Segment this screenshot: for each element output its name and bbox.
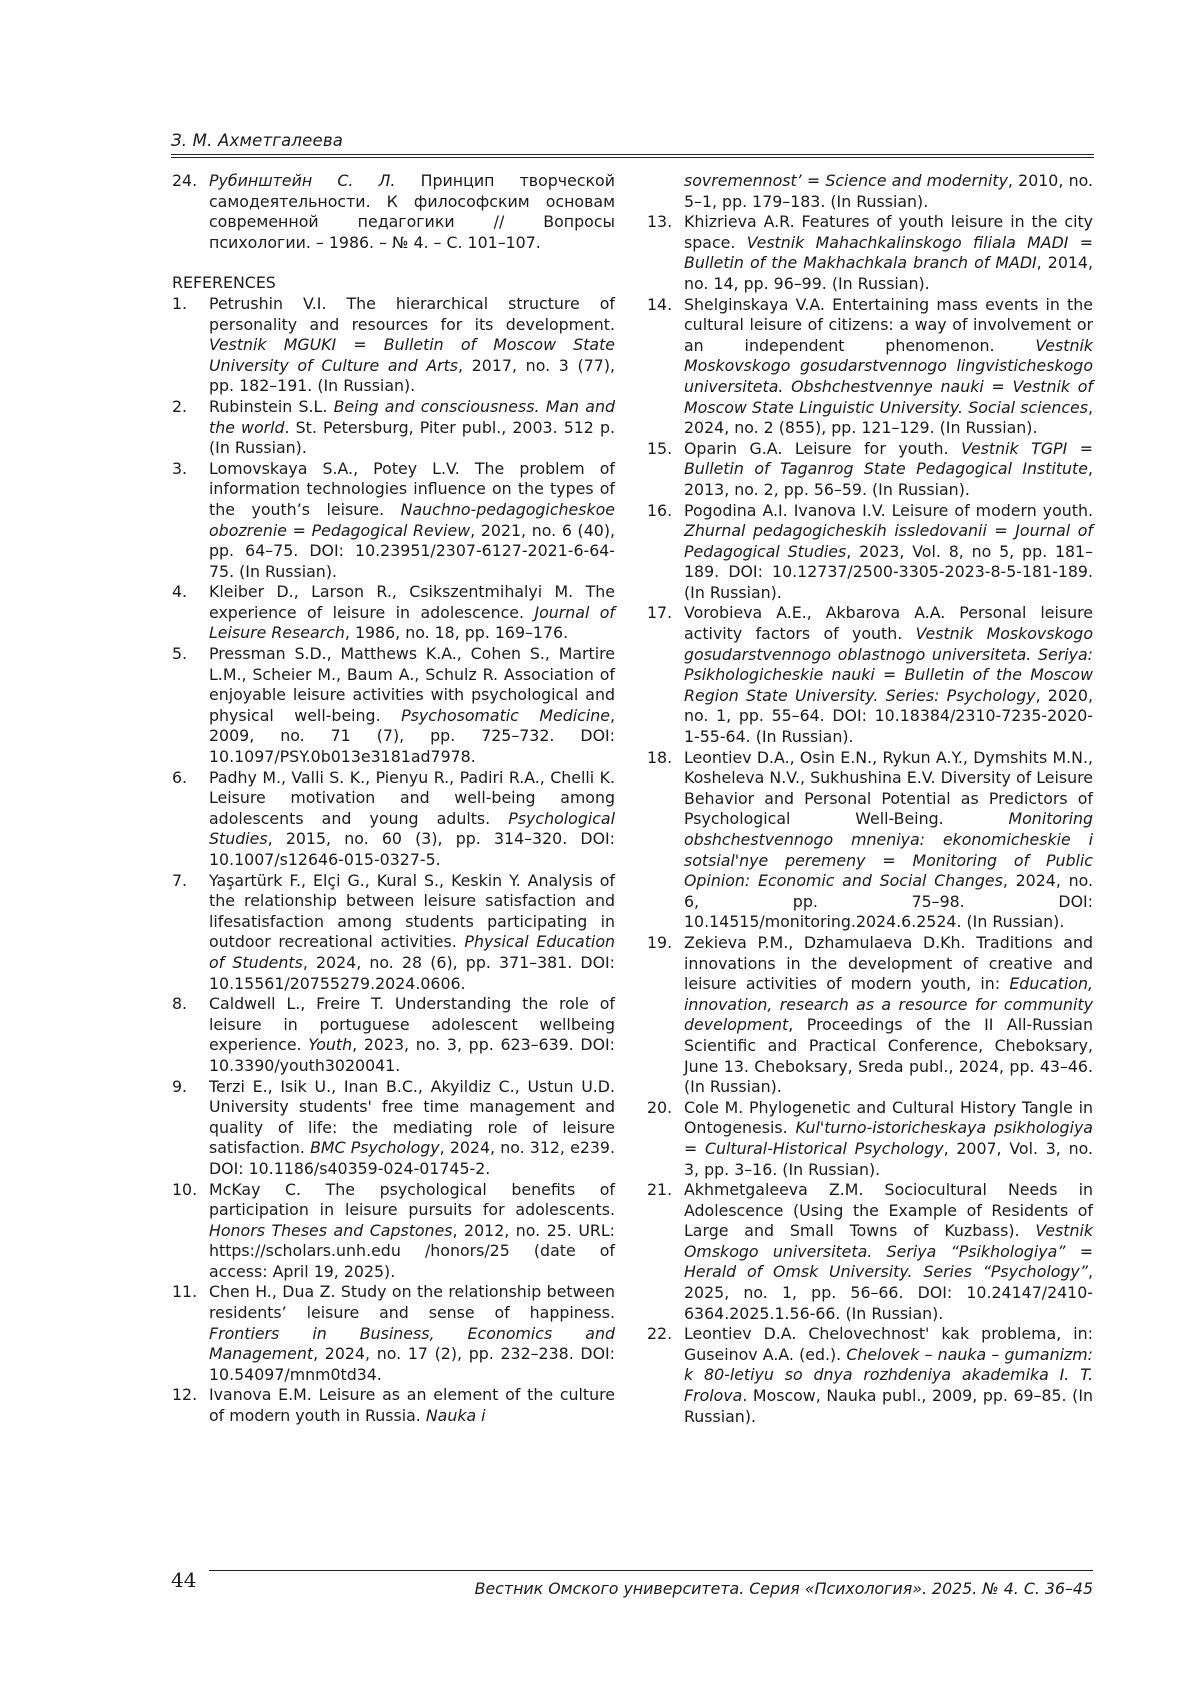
reference-text-fragment: , Proceedings of the II All-Russian Scientific and Practical Conference, Cheboksary, June 13. Cheboksary, Sreda publ., 2024, pp. 43–46. (In Russian). bbox=[684, 1015, 1093, 1097]
reference-text bbox=[684, 603, 1093, 747]
reference-number: 5. bbox=[172, 644, 188, 664]
reference-entry bbox=[172, 1180, 615, 1283]
reference-entry bbox=[647, 171, 1093, 212]
reference-number: 14. bbox=[647, 294, 673, 314]
reference-text bbox=[684, 933, 1093, 1098]
reference-text-fragment: Принцип творческой самодеятельности. К философским основам современной педагогики // Вопросы психологии. – 1986. – № 4. – С. 101–107. bbox=[209, 171, 615, 252]
header-rule-thin bbox=[171, 157, 1094, 158]
reference-number: 18. bbox=[647, 747, 673, 767]
reference-text-fragment: Pogodina A.I. Ivanova I.V. Leisure of modern youth. bbox=[684, 500, 1093, 520]
reference-number: 9. bbox=[172, 1076, 188, 1096]
reference-number: 20. bbox=[647, 1097, 673, 1117]
reference-text bbox=[209, 1385, 615, 1426]
reference-source-title: Psychological Studies bbox=[209, 808, 615, 849]
reference-text-fragment: . St. Petersburg, Piter publ., 2003. 512 p. (In Russian). bbox=[209, 417, 615, 458]
reference-text-fragment: Akhmetgaleeva Z.M. Sociocultural Needs in Adolescence (Using the Example of Residents of Large and Small Towns of Kuzbass). bbox=[684, 1180, 1093, 1241]
reference-source-title: Vestnik Moskovskogo gosudarstvennogo lingvisticheskogo universiteta. Obshchestvennye nauki = Vestnik of Moscow State Linguistic University. Social sciences bbox=[684, 335, 1093, 417]
russian-reference-list bbox=[172, 171, 615, 253]
reference-number: 22. bbox=[647, 1324, 673, 1344]
reference-entry bbox=[172, 871, 615, 995]
reference-text bbox=[684, 1180, 1093, 1324]
reference-entry bbox=[172, 644, 615, 768]
reference-text bbox=[209, 1077, 615, 1180]
reference-text-fragment: McKay C. The psychological benefits of participation in leisure pursuits for adolescents. bbox=[209, 1179, 615, 1220]
reference-text-fragment: , 2024, no. 6, pp. 75–98. DOI: 10.14515/monitoring.2024.6.2524. (In Russian). bbox=[684, 871, 1093, 932]
reference-number: 3. bbox=[172, 458, 188, 478]
reference-text-fragment: , 2021, no. 6 (40), pp. 64–75. DOI: 10.23951/2307-6127-2021-6-64-75. (In Russian). bbox=[209, 520, 616, 581]
reference-text-fragment: Rubinstein S.L. bbox=[209, 396, 334, 416]
reference-text-fragment: Khizrieva A.R. Features of youth leisure in the city space. bbox=[684, 212, 1093, 252]
reference-text-fragment: , 2013, no. 2, pp. 56–59. (In Russian). bbox=[684, 459, 1093, 499]
reference-number: 6. bbox=[172, 767, 188, 787]
reference-entry bbox=[172, 294, 615, 397]
footer-rule bbox=[209, 1570, 1093, 1571]
reference-text-fragment: , 2023, no. 3, pp. 623–639. DOI: 10.3390/youth3020041. bbox=[209, 1035, 615, 1075]
reference-text-fragment: , 2010, no. 5–1, pp. 179–183. (In Russian). bbox=[684, 171, 1093, 211]
reference-entry bbox=[172, 1282, 615, 1385]
reference-source-title: Vestnik Moskovskogo gosudarstvennogo oblastnogo universiteta. Seriya: Psikhologicheskie nauki = Bulletin of the Moscow Region State University. Series: Psychology bbox=[684, 624, 1093, 705]
reference-number: 4. bbox=[172, 582, 188, 602]
reference-entry bbox=[647, 603, 1093, 747]
references-list-right bbox=[647, 171, 1093, 1427]
reference-text-fragment: Shelginskaya V.A. Entertaining mass events in the cultural leisure of citizens: a way of involvement or an independent phenomenon. bbox=[684, 294, 1093, 355]
reference-number: 13. bbox=[647, 212, 673, 232]
reference-text-fragment: , 2007, Vol. 3, no. 3, pp. 3–16. (In Russian). bbox=[684, 1138, 1093, 1179]
reference-text-fragment: , 2009, no. 71 (7), pp. 725–732. DOI: 10.1097/PSY.0b013e3181ad7978. bbox=[209, 705, 615, 767]
reference-entry bbox=[172, 1385, 615, 1426]
reference-entry bbox=[172, 397, 615, 459]
reference-entry bbox=[647, 1098, 1093, 1180]
reference-text-fragment: , 2012, no. 25. URL: https://scholars.unh.edu /honors/25 (date of access: April 19, 2025). bbox=[209, 1220, 615, 1281]
reference-text bbox=[209, 871, 615, 995]
reference-text-fragment: , 2025, no. 1, pp. 56–66. DOI: 10.24147/2410-6364.2025.1.56-66. (In Russian). bbox=[684, 1262, 1093, 1323]
reference-text-fragment: , 2020, no. 1, pp. 55–64. DOI: 10.18384/2310-7235-2020-1-55-64. (In Russian). bbox=[684, 685, 1093, 747]
reference-text-fragment: , 2017, no. 3 (77), pp. 182–191. (In Russian). bbox=[209, 355, 616, 396]
left-column bbox=[172, 171, 615, 1427]
reference-source-title: Zhurnal pedagogicheskih issledovanii = Journal of Pedagogical Studies bbox=[684, 521, 1093, 561]
references-heading: REFERENCES bbox=[172, 273, 276, 293]
reference-text-fragment: , 2024, no. 2 (855), pp. 121–129. (In Russian). bbox=[684, 397, 1093, 438]
reference-text-fragment: Leontiev D.A. Chelovechnost' kak problema, in: Guseinov A.A. (ed.). bbox=[684, 1324, 1093, 1364]
reference-number: 7. bbox=[172, 870, 188, 890]
reference-text bbox=[209, 644, 615, 768]
reference-text-fragment: , 2024, no. 312, e239. DOI: 10.1186/s40359-024-01745-2. bbox=[209, 1138, 616, 1178]
section-gap bbox=[172, 253, 615, 273]
reference-source-title: Journal of Leisure Research bbox=[209, 602, 615, 643]
right-column bbox=[647, 171, 1093, 1427]
header-rule bbox=[171, 154, 1094, 155]
reference-number: 21. bbox=[647, 1180, 673, 1200]
reference-text-fragment: Petrushin V.I. The hierarchical structure of personality and resources for its development. bbox=[209, 293, 615, 334]
reference-entry bbox=[647, 439, 1093, 501]
reference-text-fragment: Terzi E., Isik U., Inan B.C., Akyildiz C., Ustun U.D. University students' free time management and quality of life: the mediating role of leisure satisfaction. bbox=[209, 1076, 615, 1158]
reference-text-fragment: , 1986, no. 18, pp. 169–176. bbox=[344, 623, 569, 643]
reference-text bbox=[684, 748, 1093, 933]
reference-source-title: Vestnik Omskogo universiteta. Seriya “Psikhologiya” = Herald of Omsk University. Series “Psychology” bbox=[684, 1221, 1093, 1282]
reference-text bbox=[209, 171, 615, 253]
reference-number: 10. bbox=[172, 1179, 198, 1199]
reference-text-fragment: Yaşartürk F., Elçi G., Kural S., Keskin Y. Analysis of the relationship between leisure satisfaction and lifesatisfaction among students participating in outdoor recreational activities. bbox=[209, 870, 615, 952]
reference-text bbox=[209, 994, 615, 1076]
reference-text bbox=[209, 768, 615, 871]
reference-source-title: Рубинштейн С. Л. bbox=[209, 171, 396, 190]
reference-entry bbox=[647, 295, 1093, 439]
reference-entry bbox=[172, 582, 615, 644]
reference-entry bbox=[647, 212, 1093, 294]
reference-number: 19. bbox=[647, 932, 673, 952]
reference-text bbox=[684, 1324, 1093, 1427]
reference-source-title: Frontiers in Business, Economics and Management bbox=[209, 1323, 615, 1364]
reference-text bbox=[209, 1282, 615, 1385]
page-number: 44 bbox=[171, 1568, 197, 1592]
reference-text-fragment: Vorobieva A.E., Akbarova A.A. Personal leisure activity factors of youth. bbox=[684, 603, 1093, 644]
reference-number: 16. bbox=[647, 500, 673, 520]
reference-text-fragment: , 2024, no. 17 (2), pp. 232–238. DOI: 10.54097/mnm0td34. bbox=[209, 1344, 615, 1384]
reference-entry bbox=[172, 1077, 615, 1180]
reference-text bbox=[684, 212, 1093, 294]
reference-text bbox=[209, 1180, 615, 1283]
reference-text-fragment: Ivanova E.M. Leisure as an element of the culture of modern youth in Russia. bbox=[209, 1385, 615, 1426]
reference-entry bbox=[172, 768, 615, 871]
reference-text-fragment: . Moscow, Nauka publ., 2009, pp. 69–85. (In Russian). bbox=[684, 1386, 1093, 1426]
reference-text-fragment: Kleiber D., Larson R., Csikszentmihalyi M. The experience of leisure in adolescence. bbox=[209, 582, 615, 622]
reference-text-fragment: Lomovskaya S.A., Potey L.V. The problem of information technologies influence on the types of the youth’s leisure. bbox=[209, 458, 615, 519]
reference-source-title: Physical Education of Students bbox=[209, 932, 616, 972]
reference-text-fragment: , 2024, no. 28 (6), pp. 371–381. DOI: 10.15561/20755279.2024.0606. bbox=[209, 952, 615, 993]
reference-entry bbox=[172, 994, 615, 1076]
reference-text bbox=[647, 171, 1093, 212]
reference-number: 15. bbox=[647, 438, 673, 458]
reference-source-title: sovremennost’ = Science and modernity bbox=[684, 171, 1008, 190]
reference-source-title: Kul'turno-istoricheskaya psikhologiya = Cultural-Historical Psychology bbox=[684, 1118, 1093, 1158]
reference-number: 1. bbox=[172, 293, 188, 313]
reference-text-fragment: Cole M. Phylogenetic and Cultural History Tangle in Ontogenesis. bbox=[684, 1097, 1093, 1138]
reference-source-title: Nauka i bbox=[425, 1406, 486, 1426]
reference-entry bbox=[647, 748, 1093, 933]
reference-number: 11. bbox=[172, 1282, 198, 1302]
reference-entry bbox=[172, 459, 615, 583]
reference-text-fragment: Padhy M., Valli S. K., Pienyu R., Padiri R.A., Chelli K. Leisure motivation and well-being among adolescents and young adults. bbox=[209, 767, 615, 828]
reference-source-title: Nauchno-pedagogicheskoe obozrenie = Pedagogical Review bbox=[209, 499, 615, 540]
references-list-left bbox=[172, 294, 615, 1427]
reference-text-fragment: Pressman S.D., Matthews K.A., Cohen S., Martire L.M., Scheier M., Baum A., Schulz R. Association of enjoyable leisure activities with psychological and physical well-being. bbox=[209, 644, 615, 725]
reference-text bbox=[684, 1098, 1093, 1180]
reference-text-fragment: Caldwell L., Freire T. Understanding the role of leisure in portuguese adolescent wellbeing experience. bbox=[209, 994, 615, 1055]
journal-footer: Вестник Омского университета. Серия «Психология». 2025. № 4. С. 36–45 bbox=[474, 1579, 1093, 1598]
reference-text-fragment: , 2023, Vol. 8, no 5, pp. 181–189. DOI: 10.12737/2500-3305-2023-8-5-181-189. (In Russian). bbox=[684, 541, 1094, 602]
reference-source-title: Psychosomatic Medicine bbox=[401, 705, 610, 725]
reference-text bbox=[209, 294, 615, 397]
reference-text-fragment: , 2015, no. 60 (3), pp. 314–320. DOI: 10.1007/s12646-015-0327-5. bbox=[209, 829, 615, 869]
reference-number: 17. bbox=[647, 603, 673, 623]
reference-source-title: Honors Theses and Capstones bbox=[209, 1220, 453, 1240]
reference-number: 12. bbox=[172, 1385, 198, 1405]
reference-text bbox=[684, 439, 1093, 501]
reference-text-fragment: , 2014, no. 14, pp. 96–99. (In Russian). bbox=[684, 253, 1093, 293]
reference-source-title: BMC Psychology bbox=[310, 1138, 440, 1158]
reference-text bbox=[209, 582, 615, 644]
reference-entry bbox=[647, 1324, 1093, 1427]
reference-source-title: Vestnik Mahachkalinskogo filiala MADI = Bulletin of the Makhachkala branch of MADI bbox=[684, 232, 1093, 273]
reference-entry bbox=[647, 1180, 1093, 1324]
reference-entry bbox=[647, 933, 1093, 1098]
reference-text bbox=[684, 295, 1093, 439]
running-head-author: З. М. Ахметгалеева bbox=[171, 131, 344, 150]
reference-number: 2. bbox=[172, 396, 188, 416]
reference-source-title: Vestnik MGUKI = Bulletin of Moscow State University of Culture and Arts bbox=[209, 335, 615, 375]
reference-text-fragment: Zekieva P.M., Dzhamulaeva D.Kh. Traditions and innovations in the development of creative and leisure activities of modern youth, in: bbox=[684, 932, 1093, 994]
reference-text-fragment: Chen H., Dua Z. Study on the relationship between residents’ leisure and sense of happiness. bbox=[209, 1282, 615, 1323]
reference-text bbox=[209, 459, 615, 583]
reference-source-title: Vestnik TGPI = Bulletin of Taganrog State Pedagogical Institute bbox=[684, 438, 1093, 479]
reference-entry bbox=[172, 171, 615, 253]
reference-entry bbox=[647, 501, 1093, 604]
reference-source-title: Education, innovation, research as a resource for community development bbox=[684, 974, 1093, 1035]
reference-text-fragment: Oparin G.A. Leisure for youth. bbox=[684, 438, 962, 458]
reference-source-title: Chelovek – nauka – gumanizm: k 80-letiyu so dnya rozhdeniya akademika I. T. Frolova bbox=[684, 1344, 1093, 1406]
reference-text-fragment: Leontiev D.A., Osin E.N., Rykun A.Y., Dymshits M.N., Kosheleva N.V., Sukhushina E.V. Diversity of Leisure Behavior and Personal Potential as Predictors of Psychological Well-Being. bbox=[684, 747, 1093, 829]
reference-number: 8. bbox=[172, 994, 188, 1014]
reference-source-title: Youth bbox=[308, 1035, 353, 1055]
reference-source-title: Being and consciousness. Man and the world bbox=[209, 396, 615, 437]
reference-number: 24. bbox=[172, 171, 198, 190]
reference-text bbox=[209, 397, 615, 459]
reference-source-title: Monitoring obshchestvennogo mneniya: ekonomicheskie i sotsial'nye peremeny = Monitoring of Public Opinion: Economic and Social Changes bbox=[684, 809, 1093, 891]
reference-text bbox=[684, 501, 1093, 604]
